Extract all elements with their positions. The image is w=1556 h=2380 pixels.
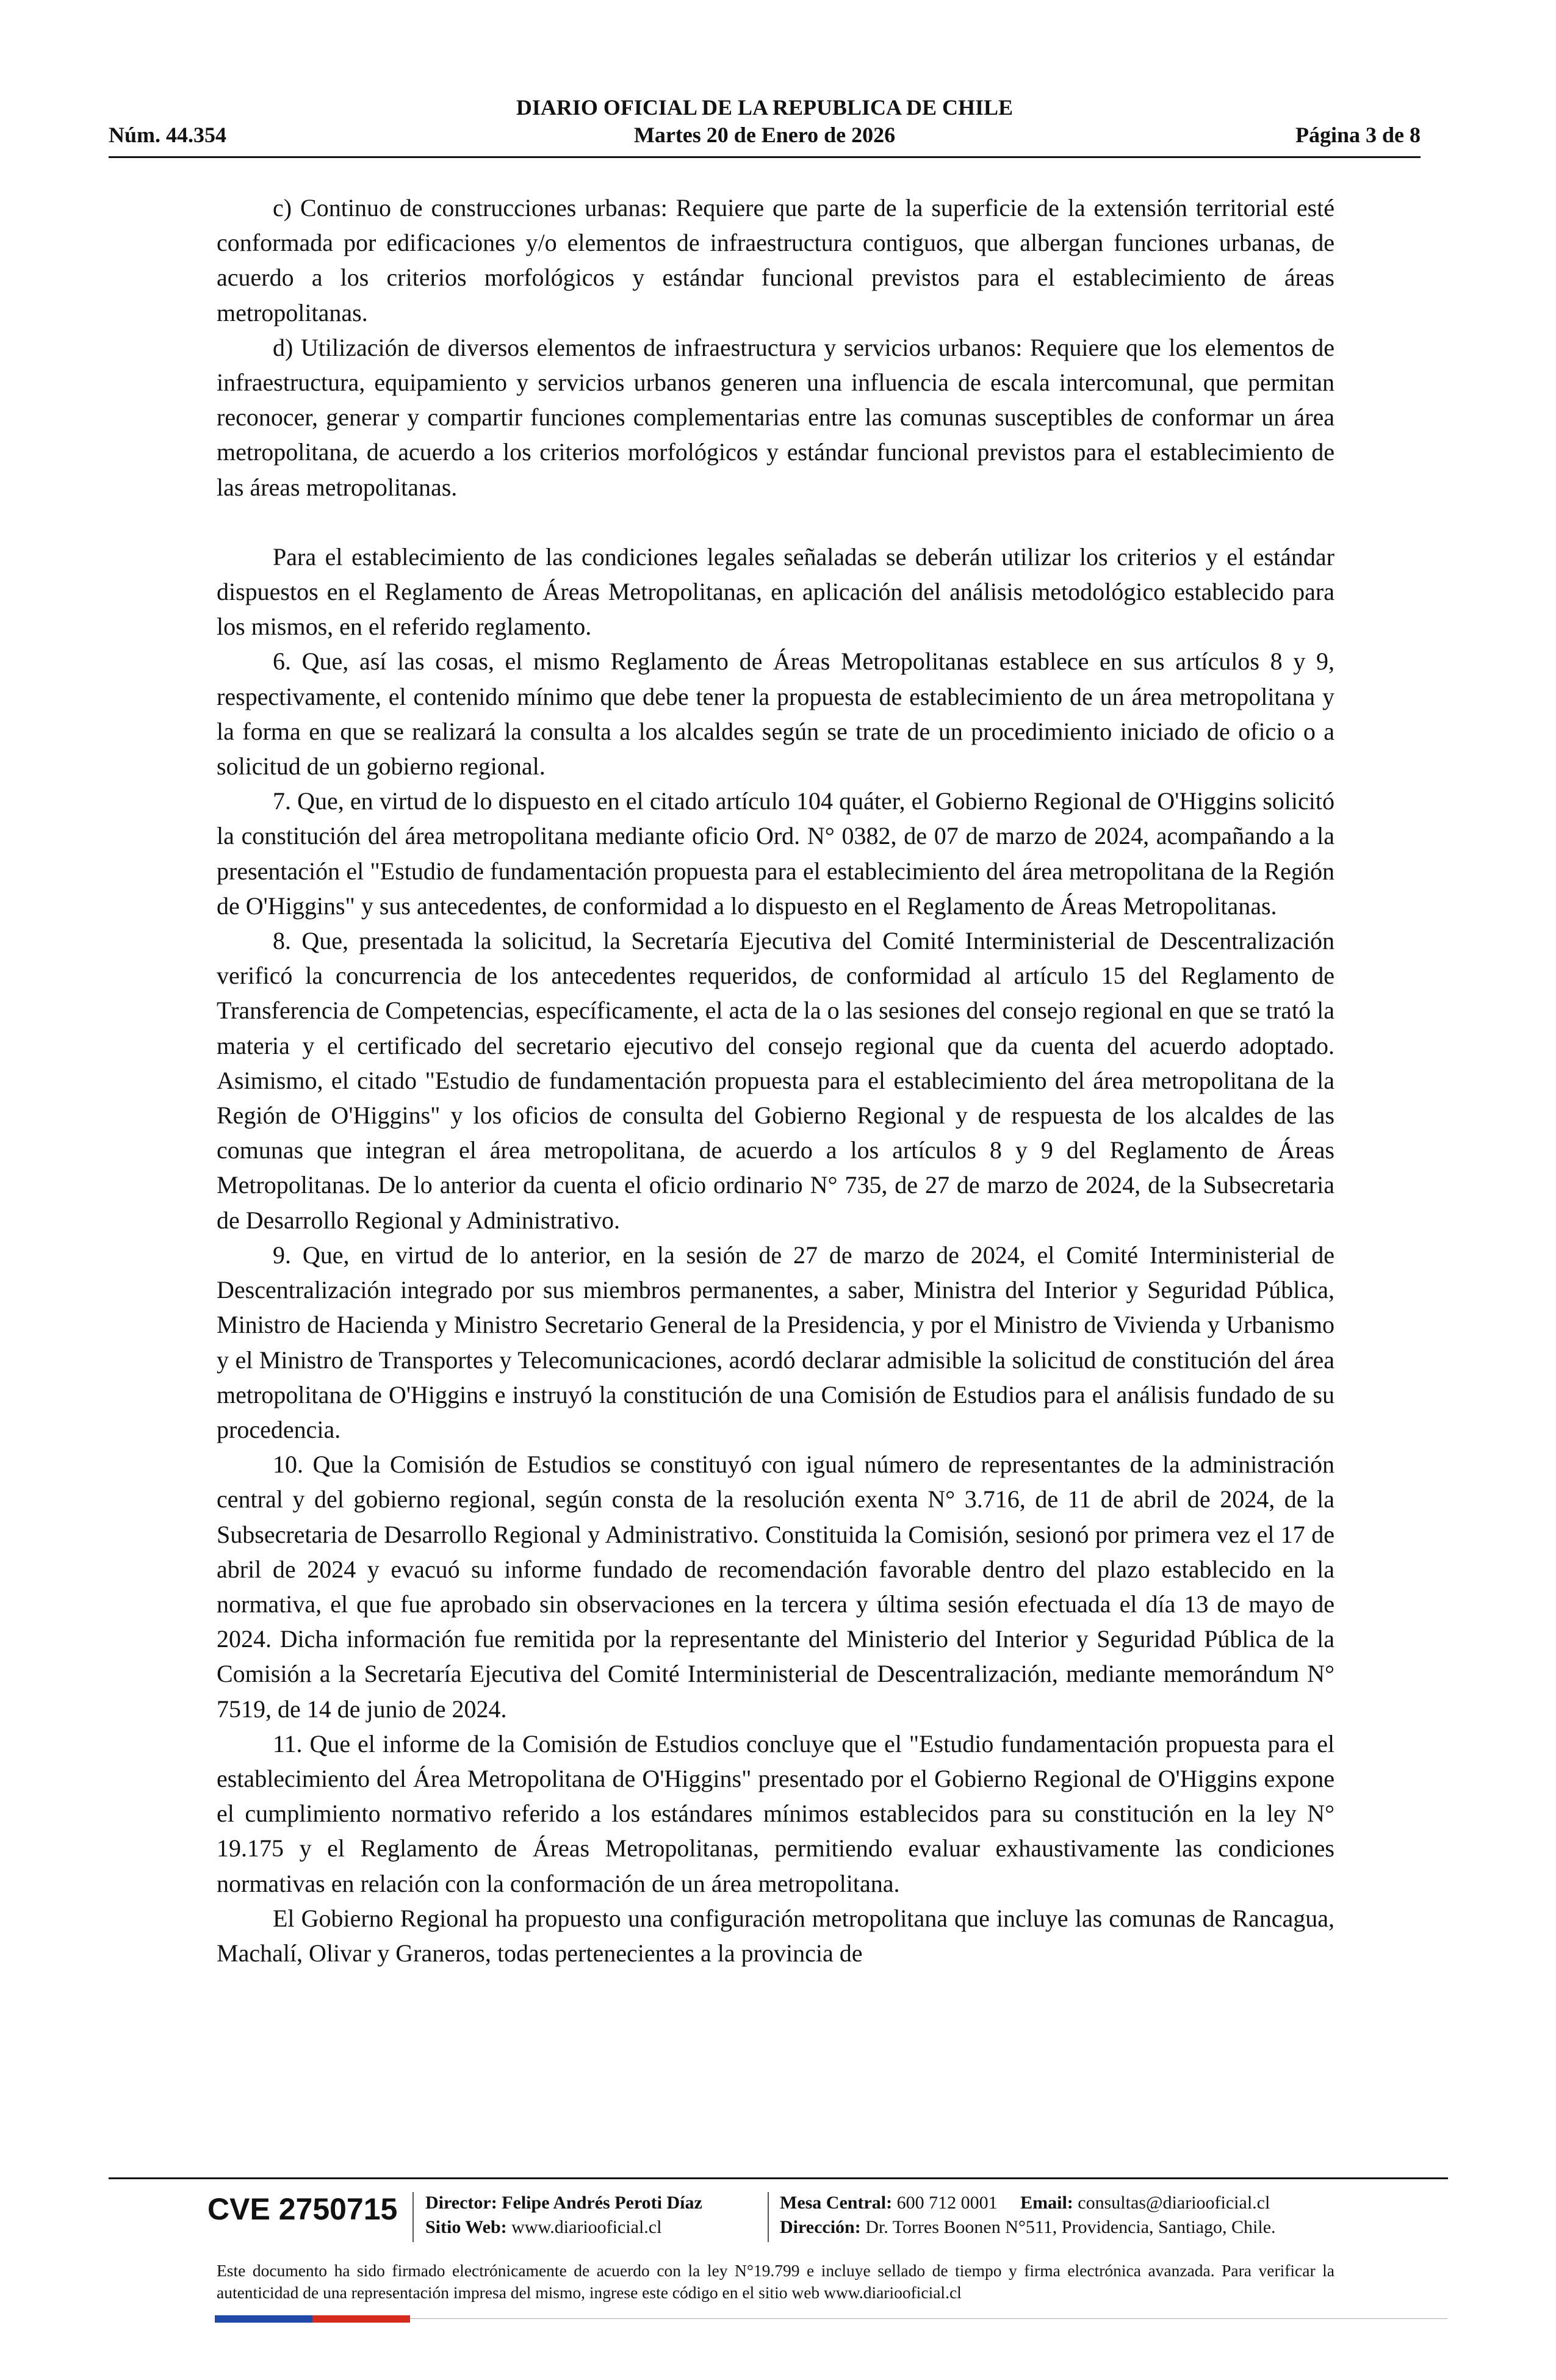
footer-end-rule: [410, 2318, 1447, 2319]
paragraph-11: 11. Que el informe de la Comisión de Estudios concluye que el "Estudio fundamentación propuesta para el establecimiento del Área Metropolitana de O'Higgins" presentado por el Gobierno Regional de O'Higgins expone el cumplimiento normativo referido a los estándares mínimos establecidos para su constitución en la ley N° 19.175 y el Reglamento de Áreas Metropolitanas, permitiendo evaluar exhaustivamente las condiciones normativas en relación con la conformación de un área metropolitana.: [217, 1729, 1334, 1897]
director-name: Felipe Andrés Peroti Díaz: [502, 2193, 702, 2213]
paragraph-8: 8. Que, presentada la solicitud, la Secretaría Ejecutiva del Comité Interministerial de Descentralización verificó la concurrencia de los antecedentes requeridos, de conformidad al artículo 15 del Reglamento de Transferencia de Competencias, específicamente, el acta de la o las sesiones del consejo regional en que se trató la materia y el certificado del secretario ejecutivo del consejo regional que da cuenta del acuerdo adoptado. Asimismo, el citado "Estudio de fundamentación propuesta para el establecimiento del área metropolitana de la Región de O'Higgins" y los oficios de consulta del Gobierno Regional y de respuesta de los alcaldes de las comunas que integran el área metropolitana, de acuerdo a los artículos 8 y 9 del Reglamento de Áreas Metropolitanas. De lo anterior da cuenta el oficio ordinario N° 735, de 27 de marzo de 2024, de la Subsecretaria de Desarrollo Regional y Administrativo.: [217, 927, 1334, 1234]
chile-flag-stripe: [215, 2315, 410, 2323]
document-body: [217, 190, 1334, 1971]
paragraph-10: 10. Que la Comisión de Estudios se constituyó con igual número de representantes de la administración central y del gobierno regional, según consta de la resolución exenta N° 3.716, de 11 de abril de 2024, de la Subsecretaria de Desarrollo Regional y Administrativo. Constituida la Comisión, sesionó por primera vez el 17 de abril de 2024 y evacuó su informe fundado de recomendación favorable dentro del plazo establecido en la normativa, el que fue aprobado sin observaciones en la tercera y última sesión efectuada el día 13 de mayo de 2024. Dicha información fue remitida por la representante del Ministerio del Interior y Seguridad Pública de la Comisión a la Secretaría Ejecutiva del Comité Interministerial de Descentralización, mediante memorándum N° 7519, de 14 de junio de 2024.: [217, 1451, 1334, 1723]
issue-number: Núm. 44.354: [109, 123, 227, 147]
page-indicator: Página 3 de 8: [1295, 123, 1421, 147]
flag-blue-stripe: [215, 2315, 312, 2323]
header-divider: [109, 156, 1421, 158]
cve-code: CVE 2750715: [207, 2192, 398, 2226]
website-label: Sitio Web:: [425, 2217, 507, 2237]
flag-red-stripe: [312, 2315, 410, 2323]
footer-divider: [109, 2177, 1448, 2179]
mesa-central-label: Mesa Central:: [780, 2193, 893, 2213]
footer-director-block: [425, 2191, 702, 2240]
paragraph-6: 6. Que, así las cosas, el mismo Reglamento de Áreas Metropolitanas establece en sus artículos 8 y 9, respectivamente, el contenido mínimo que debe tener la propuesta de establecimiento de un área metropolitana y la forma en que se realizará la consulta a los alcaldes según se trate de un procedimiento iniciado de oficio o a solicitud de un gobierno regional.: [217, 647, 1334, 781]
email-label: Email:: [1020, 2193, 1073, 2213]
address-label: Dirección:: [780, 2217, 861, 2237]
mesa-central-phone: 600 712 0001: [896, 2193, 998, 2213]
paragraph-regional-proposal: El Gobierno Regional ha propuesto una configuración metropolitana que incluye las comunas de Rancagua, Machalí, Olivar y Graneros, todas pertenecientes a la provincia de: [217, 1904, 1334, 1967]
footer-separator: [412, 2192, 414, 2242]
page-header: [109, 95, 1421, 150]
paragraph-d: d) Utilización de diversos elementos de infraestructura y servicios urbanos: Requiere que los elementos de infraestructura, equipamiento y servicios urbanos generen una influencia de escala intercomunal, que permitan reconocer, generar y compartir funciones complementarias entre las comunas susceptibles de conformar un área metropolitana, de acuerdo a los criterios morfológicos y estándar funcional previstos para el establecimiento de las áreas metropolitanas.: [217, 333, 1334, 501]
header-row: [109, 121, 1421, 148]
address-value: Dr. Torres Boonen N°511, Providencia, Santiago, Chile.: [865, 2217, 1276, 2237]
footer-separator: [768, 2192, 769, 2242]
paragraph-c: c) Continuo de construcciones urbanas: Requiere que parte de la superficie de la extensión territorial esté conformada por edificaciones y/o elementos de infraestructura contiguos, que albergan funciones urbanas, de acuerdo a los criterios morfológicos y estándar funcional previstos para el establecimiento de áreas metropolitanas.: [217, 194, 1334, 326]
email-link[interactable]: consultas@diariooficial.cl: [1078, 2193, 1270, 2213]
paragraph-9: 9. Que, en virtud de lo anterior, en la sesión de 27 de marzo de 2024, el Comité Interministerial de Descentralización integrado por sus miembros permanentes, a saber, Ministra del Interior y Seguridad Pública, Ministro de Hacienda y Ministro Secretario General de la Presidencia, y por el Ministro de Vivienda y Urbanismo y el Ministro de Transportes y Telecomunicaciones, acordó declarar admisible la solicitud de constitución del área metropolitana de O'Higgins e instruyó la constitución de una Comisión de Estudios para el análisis fundado de su procedencia.: [217, 1241, 1334, 1443]
electronic-signature-notice: Este documento ha sido firmado electrónicamente de acuerdo con la ley N°19.799 e incluye sellado de tiempo y firma electrónica avanzada. Para verificar la autenticidad de una representación impresa del mismo, ingrese este código en el sitio web www.diariooficial.cl: [217, 2261, 1334, 2302]
paragraph-7: 7. Que, en virtud de lo dispuesto en el citado artículo 104 quáter, el Gobierno Regional de O'Higgins solicitó la constitución del área metropolitana mediante oficio Ord. N° 0382, de 07 de marzo de 2024, acompañando a la presentación el "Estudio de fundamentación propuesta para el establecimiento del área metropolitana de la Región de O'Higgins" y sus antecedentes, de conformidad a lo dispuesto en el Reglamento de Áreas Metropolitanas.: [217, 787, 1334, 920]
footer-contact-block: [780, 2191, 1276, 2240]
issue-date: Martes 20 de Enero de 2026: [633, 123, 896, 147]
director-label: Director:: [425, 2193, 497, 2213]
paragraph-legal-conditions: Para el establecimiento de las condiciones legales señaladas se deberán utilizar los criterios y el estándar dispuestos en el Reglamento de Áreas Metropolitanas, en aplicación del análisis metodológico establecido para los mismos, en el referido reglamento.: [217, 543, 1334, 641]
newspaper-title: DIARIO OFICIAL DE LA REPUBLICA DE CHILE: [516, 95, 1014, 120]
website-link[interactable]: www.diariooficial.cl: [511, 2217, 662, 2237]
